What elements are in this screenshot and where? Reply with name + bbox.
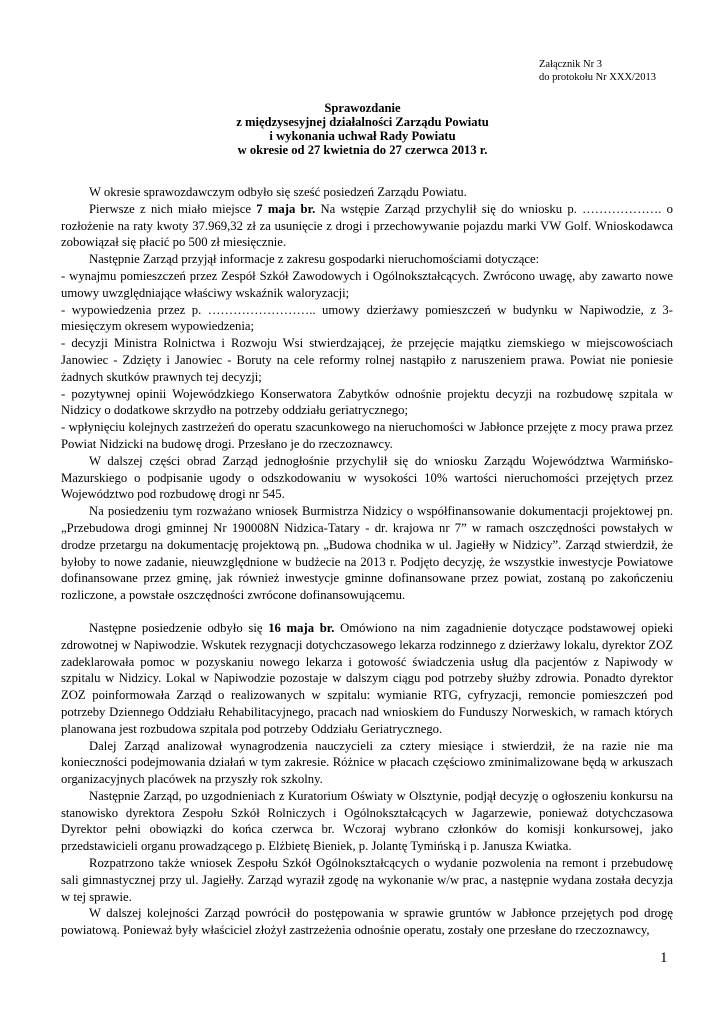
paragraph: Dalej Zarząd analizował wynagrodzenia nauczycieli za cztery miesiące i stwierdził, że na razie nie ma konieczności podejmowania działań w tym zakresie. Różnice w płacach częściowo zminimalizowane będą w arkuszach organizacyjnych placówek na przyszły rok szkolny. [61,738,673,787]
list-item: - wypowiedzenia przez p. …………………….. umowy dzierżawy pomieszczeń w budynku w Napiwodzie, z 3-miesięczym okresem wypowiedzenia; [61,302,673,334]
paragraph-text: Pierwsze z nich miało miejsce [89,201,257,216]
paragraph-text: Omówiono na nim zagadnienie dotyczące podstawowej opieki zdrowotnej w Napiwodzie. Wskutek rezygnacji dotychczasowego lekarza rodzinnego z dzierżawy lokalu, dyrektor ZOZ zadeklarowała pomoc w pozyskaniu nowego lekarza i gotowość świadczenia usług dla pacjentów z Napiwody w szpitalu w Nidzicy. Lokal w Napiwodzie pozostaje w dalszym ciągu pod potrzeby służby zdrowia. Ponadto dyrektor ZOZ poinformowała Zarząd o realizowanych w szpitalu: wymianie RTG, cyfryzacji, remoncie pomieszczeń pod potrzeby Dziennego Oddziału Rehabilitacyjnego, pracach nad wnioskiem do Funduszy Norweskich, w ramach których planowana jest rozbudowa szpitala pod potrzeby Oddziału Geriatrycznego. [61,620,674,736]
title-line-3: i wykonania uchwał Rady Powiatu [269,129,456,143]
paragraph: Na posiedzeniu tym rozważano wniosek Burmistrza Nidzicy o współfinansowanie dokumentacji projektowej pn. „Przebudowa drogi gminnej Nr 190008N Nidzica-Tatary - dr. krajowa nr 7” w ramach oszczędności powstałych w drodze przetargu na dokumentację projektową pn. „Budowa chodnika w ul. Jagiełły w Nidzicy”. Zarząd stwierdził, że byłoby to nowe zadanie, nieuwzględnione w budżecie na 2013 r. Podjęto decyzję, że wszystkie inwestycje Powiatowe dofinansowane przez gminę, jak również inwestycje gminne dofinansowane przez powiat, zostaną po zakończeniu rozliczone, a powstałe oszczędności zwrócone dofinansowującemu. [61,504,673,603]
page-number: 1 [660,950,668,966]
title-line-2: z międzysesyjnej działalności Zarządu Powiatu [236,115,489,129]
paragraph: Następnie Zarząd, po uzgodnieniach z Kuratorium Oświaty w Olsztynie, podjął decyzję o ogłoszeniu konkursu na stanowisko dyrektora Zespołu Szkół Rolniczych i Ogólnokształcących w Jagarzewie, ponieważ dotychczasowa Dyrektor pełni obowiązki do końca czerwca br. Wczoraj wybrano członków do komisji konkursowej, jako przedstawicieli organu prowadzącego p. Elżbietę Bieniek, p. Jolantę Tymińską i p. Janusza Kwiatka. [61,788,673,854]
list-item: - wynajmu pomieszczeń przez Zespół Szkół Zawodowych i Ogólnokształcących. Zwrócono uwagę, aby zawarto nowe umowy uwzględniające właściwy wskaźnik waloryzacji; [61,268,673,300]
document-title [0,101,725,157]
paragraph-text: Na wstępie Zarząd przychylił się do wniosku p. ………………. o rozłożenie na raty kwoty 37.969,32 zł za usunięcie z drogi i przechowywanie pojazdu marki VW Golf. Wnioskodawca zobowiązał się płacić po 500 zł miesięcznie. [61,201,673,250]
paragraph: Rozpatrzono także wniosek Zespołu Szkół Ogólnokształcących o wydanie pozwolenia na remont i przebudowę sali gimnastycznej przy ul. Jagiełły. Zarząd wyraził zgodę na wykonanie w/w prac, a następnie wydana została decyzja w tej sprawie. [61,856,673,904]
list-item: - pozytywnej opinii Wojewódzkiego Konserwatora Zabytków odnośnie projektu decyzji na rozbudowę szpitala w Nidzicy o dodatkowe skrzydło na potrzeby oddziału geriatrycznego; [61,386,673,418]
paragraph [61,201,673,251]
paragraph: Następnie Zarząd przyjął informacje z zakresu gospodarki nieruchomościami dotyczące: [89,252,540,267]
list-item: - decyzji Ministra Rolnictwa i Rozwoju Wsi stwierdzającej, że przejęcie majątku ziemskiego w miejscowościach Janowiec - Zdzięty i Janowiec - Boruty na cele reformy rolnej nastąpiło z naruszeniem prawa. Powiat nie poniesie żadnych skutków prawnych tej decyzji; [61,336,673,384]
meeting-date: 16 maja br. [268,620,335,635]
paragraph [61,620,673,738]
paragraph: W okresie sprawozdawczym odbyło się sześć posiedzeń Zarządu Powiatu. [89,185,467,199]
list-item: - wpłynięciu kolejnych zastrzeżeń do operatu szacunkowego na nieruchomości w Jabłonce przejęte z mocy prawa przez Powiat Nidzicki na budowę drogi. Przesłano je do rzeczoznawcy. [61,420,673,451]
paragraph: W dalszej części obrad Zarząd jednogłośnie przychylił się do wniosku Zarządu Województwa Warmińsko-Mazurskiego o podpisanie ugody o odszkodowaniu w wysokości 10% wartości nieruchomości przejętych przez Województwo pod rozbudowę drogi nr 545. [61,453,673,502]
paragraph-text: Następne posiedzenie odbyło się [89,620,269,635]
meeting-date: 7 maja br. [256,201,316,216]
paragraph-gap [61,604,673,620]
annex-line-2: do protokołu Nr XXX/2013 [539,71,656,83]
paragraph: W dalszej kolejności Zarząd powrócił do postępowania w sprawie gruntów w Jabłonce przejętych pod drogę powiatową. Ponieważ były właściciel złożył zastrzeżenia odnośnie operatu, zostały one przesłane do rzeczoznawcy, [61,906,673,938]
annex-note [539,59,656,84]
annex-line-1: Załącznik Nr 3 [539,59,602,70]
title-line-4: w okresie od 27 kwietnia do 27 czerwca 2013 r. [237,143,488,157]
title-line-1: Sprawozdanie [324,101,401,115]
document-body [61,184,673,939]
